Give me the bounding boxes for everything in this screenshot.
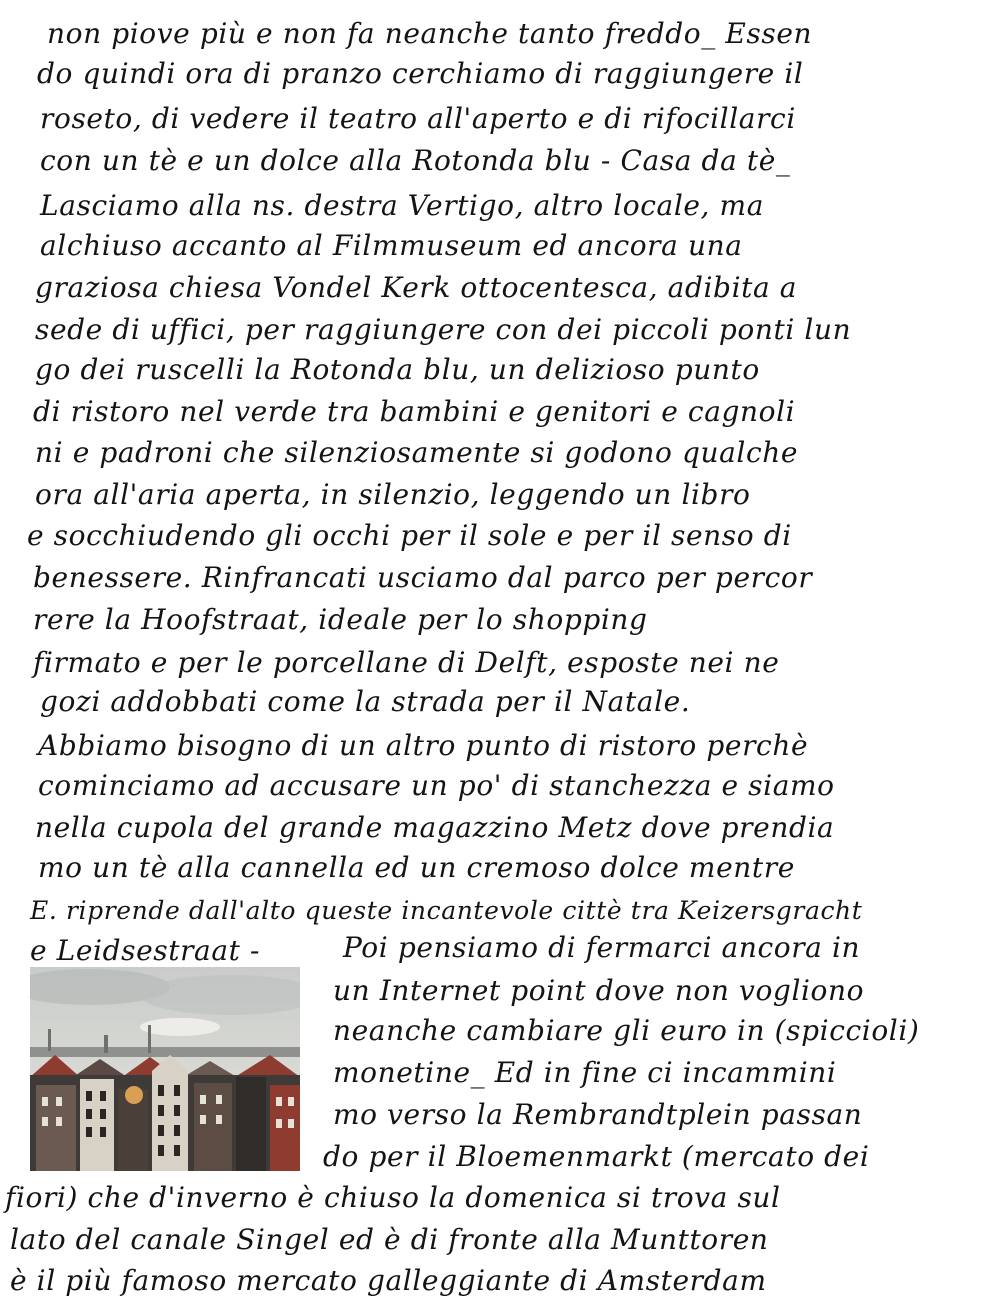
bottom-line-2: lato del canale Singel ed è di fronte alla Munttoren: [10, 1223, 769, 1256]
text-line-3: roseto, di vedere il teatro all'aperto e di rifocillarci: [40, 102, 796, 135]
text-line-20: nella cupola del grande magazzino Metz dove prendia: [35, 811, 835, 844]
text-line-5: Lasciamo alla ns. destra Vertigo, altro locale, ma: [40, 189, 764, 222]
text-line-22: E. riprende dall'alto queste incantevole cittè tra Keizersgracht: [30, 896, 863, 925]
bottom-line-3: è il più famoso mercato galleggiante di Amsterdam: [10, 1264, 767, 1297]
text-line-13: e socchiudendo gli occhi per il sole e per il senso di: [27, 519, 792, 552]
text-line-11: ni e padroni che silenziosamente si godono qualche: [35, 436, 799, 469]
text-line-19: cominciamo ad accusare un po' di stanchezza e siamo: [38, 769, 835, 802]
beside-photo-line-2: un Internet point dove non vogliono: [333, 974, 865, 1007]
text-line-9: go dei ruscelli la Rotonda blu, un delizioso punto: [35, 353, 760, 386]
text-line-10: di ristoro nel verde tra bambini e genitori e cagnoli: [33, 395, 796, 428]
text-line-23: e Leidsestraat -: [30, 934, 261, 967]
beside-photo-line-5: mo verso la Rembrandtplein passan: [333, 1098, 863, 1131]
text-line-6: alchiuso accanto al Filmmuseum ed ancora una: [40, 229, 743, 262]
text-line-12: ora all'aria aperta, in silenzio, leggendo un libro: [35, 478, 751, 511]
amsterdam-rooftops-photo: [30, 967, 300, 1171]
beside-photo-line-1: Poi pensiamo di fermarci ancora in: [343, 931, 861, 964]
text-line-16: firmato e per le porcellane di Delft, esposte nei ne: [33, 646, 780, 679]
beside-photo-line-4: monetine_ Ed in fine ci incammini: [333, 1056, 837, 1089]
text-line-21: mo un tè alla cannella ed un cremoso dolce mentre: [38, 851, 795, 884]
text-line-18: Abbiamo bisogno di un altro punto di ristoro perchè: [38, 729, 809, 762]
beside-photo-line-3: neanche cambiare gli euro in (spiccioli): [333, 1014, 920, 1047]
text-line-8: sede di uffici, per raggiungere con dei piccoli ponti lun: [35, 313, 852, 346]
text-line-17: gozi addobbati come la strada per il Natale.: [40, 685, 691, 718]
text-line-4: con un tè e un dolce alla Rotonda blu - Casa da tè_: [40, 144, 791, 177]
text-line-1: non piove più e non fa neanche tanto freddo_ Essen: [47, 17, 813, 50]
text-line-14: benessere. Rinfrancati usciamo dal parco per percor: [33, 561, 813, 594]
bottom-line-1: fiori) che d'inverno è chiuso la domenica si trova sul: [5, 1181, 781, 1214]
text-line-2: do quindi ora di pranzo cerchiamo di raggiungere il: [37, 57, 804, 90]
text-line-15: rere la Hoofstraat, ideale per lo shopping: [33, 603, 648, 636]
beside-photo-line-6: do per il Bloemenmarkt (mercato dei: [323, 1140, 870, 1173]
text-line-7: graziosa chiesa Vondel Kerk ottocentesca, adibita a: [35, 271, 798, 304]
